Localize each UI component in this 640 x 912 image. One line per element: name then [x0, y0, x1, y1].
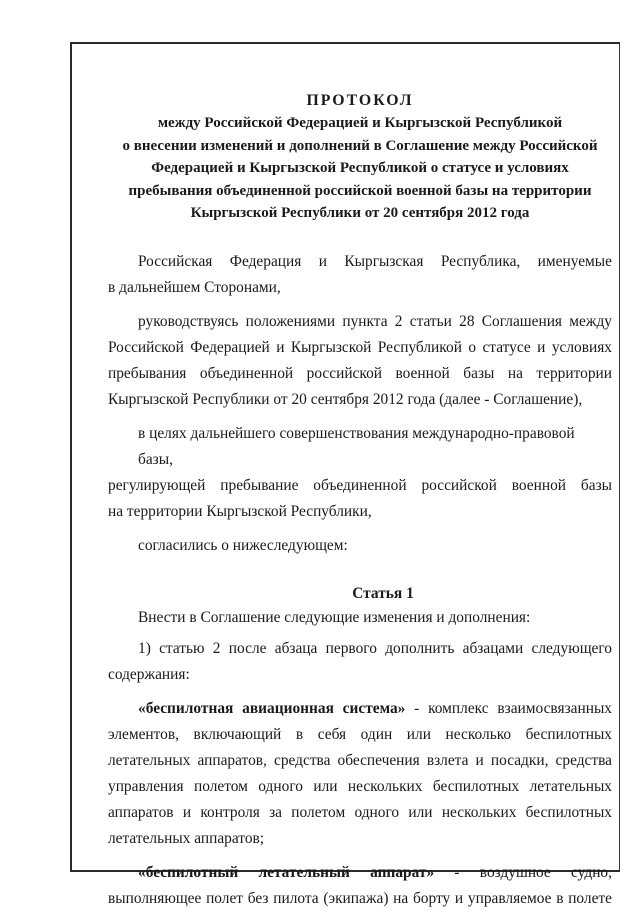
- document-title: ПРОТОКОЛ: [306, 92, 414, 109]
- paragraph-line: Российской Федерацией и Кыргызской Республикой о статусе и условиях: [108, 338, 612, 356]
- paragraph-line: на территории Кыргызской Республики,: [108, 502, 372, 520]
- paragraph-line: регулирующей пребывание объединенной российской военной базы: [108, 476, 612, 494]
- article-1-title: Статья 1: [352, 584, 414, 602]
- paragraph-line: Российская Федерация и Кыргызская Республика, именуемые: [138, 252, 612, 270]
- definition-uas: [108, 696, 612, 852]
- paragraph-line: управления полетом одного или нескольких беспилотных летательных: [108, 777, 612, 795]
- definition-term: «беспилотная авиационная система»: [138, 699, 406, 717]
- paragraph-line: выполняющее полет без пилота (экипажа) на борту и управляемое в полете: [108, 889, 612, 907]
- paragraph-line: «беспилотная авиационная система» - комплекс взаимосвязанных: [138, 699, 612, 717]
- paragraph-line: летательных аппаратов, средства обеспечения взлета и посадки, средства: [108, 751, 612, 769]
- paragraph-line: в целях дальнейшего совершенствования международно-правовой базы,: [138, 424, 575, 468]
- subtitle-line: пребывания объединенной российской военной базы на территории: [128, 182, 592, 199]
- paragraph-line: в дальнейшем Сторонами,: [108, 278, 281, 296]
- paragraph-line: Кыргызской Республики от 20 сентября 2012 года (далее - Соглашение),: [108, 390, 583, 408]
- paragraph-line: летательных аппаратов;: [108, 829, 265, 847]
- definition-term: «беспилотный: [138, 863, 239, 881]
- paragraph-line: аппаратов и контроля за полетом одного или нескольких беспилотных: [108, 803, 612, 821]
- subtitle-line: между Российской Федерацией и Кыргызской Республикой: [157, 115, 563, 131]
- definition-uav: [108, 860, 612, 912]
- paragraph-line: 1) статью 2 после абзаца первого дополнить абзацами следующего: [138, 639, 612, 657]
- article-item-1: [108, 636, 612, 688]
- document-body: [108, 90, 612, 912]
- definition-term: аппарат»: [370, 863, 435, 881]
- article-intro: Внести в Соглашение следующие изменения и дополнения:: [138, 608, 531, 626]
- subtitle-line: Федерацией и Кыргызской Республикой о статусе и условиях: [151, 160, 569, 176]
- preamble-paragraph-3: [108, 421, 612, 525]
- preamble-paragraph-1: [108, 249, 612, 301]
- document-subtitle: [108, 112, 612, 225]
- paragraph-line: руководствуясь положениями пункта 2 статьи 28 Соглашения между: [138, 312, 612, 330]
- subtitle-line: Кыргызской Республики от 20 сентября 2012 года: [190, 205, 530, 221]
- preamble-paragraph-4: согласились о нижеследующем:: [138, 536, 348, 554]
- paragraph-line: «беспилотный летательный аппарат» - воздушное судно,: [108, 860, 612, 886]
- paragraph-line: пребывания объединенной российской военной базы на территории: [108, 364, 612, 382]
- preamble-paragraph-2: [108, 309, 612, 413]
- definition-term: летательный: [258, 863, 350, 881]
- paragraph-line: содержания:: [108, 665, 190, 683]
- subtitle-line: о внесении изменений и дополнений в Соглашение между Российской: [122, 137, 598, 154]
- paragraph-line: элементов, включающий в себя один или несколько беспилотных: [108, 725, 612, 743]
